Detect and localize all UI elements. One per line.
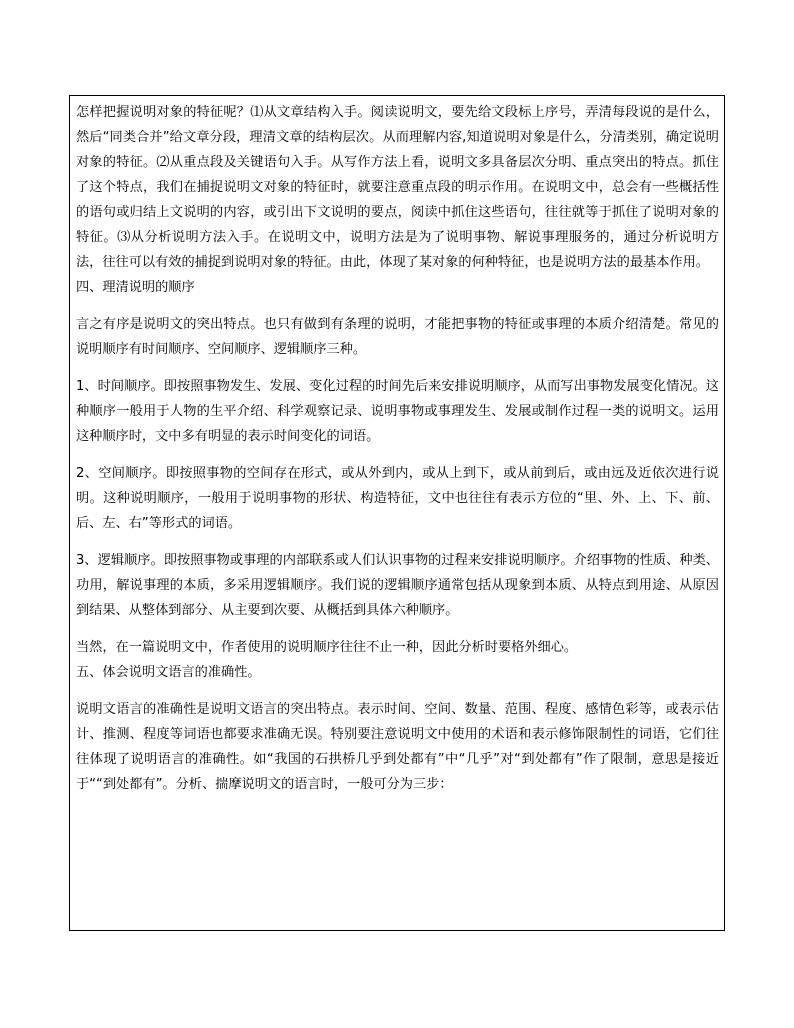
heading-section-four: 四、理清说明的顺序 (76, 280, 195, 295)
document-frame (69, 95, 725, 931)
paragraph-time-order: 1、时间顺序。即按照事物发生、发展、变化过程的时间先后来安排说明顺序，从而写出事物发展变化情况。这种顺序一般用于人物的生平介绍、科学观察记录、说明事物或事理发生、发展或制作过程一类的说明文。运用这种顺序时，文中多有明显的表示时间变化的词语。 (76, 379, 719, 444)
paragraph-order-note: 当然，在一篇说明文中，作者使用的说明顺序往往不止一种，因此分析时要格外细心。 (76, 640, 578, 655)
paragraph-space-order: 2、空间顺序。即按照事物的空间存在形式，或从外到内，或从上到下，或从前到后，或由远及近依次进行说明。这种说明顺序，一般用于说明事物的形状、构造特征，文中也往往有表示方位的“里、外、上、下、前、后、左、右”等形式的词语。 (76, 466, 719, 531)
heading-section-five: 五、体会说明文语言的准确性。 (76, 665, 261, 680)
paragraph-logic-order: 3、逻辑顺序。即按照事物或事理的内部联系或人们认识事物的过程来安排说明顺序。介绍事物的性质、种类、功用，解说事理的本质，多采用逻辑顺序。我们说的逻辑顺序通常包括从现象到本质、从特点到用途、从原因到结果、从整体到部分、从主要到次要、从概括到具体六种顺序。 (76, 553, 719, 618)
paragraph-object-features: 怎样把握说明对象的特征呢？⑴从文章结构入手。阅读说明文，要先给文段标上序号，弄清每段说的是什么，然后“同类合并”给文章分段，理清文章的结构层次。从而理解内容,知道说明对象是什么，分清类别，确定说明对象的特征。⑵从重点段及关键语句入手。从写作方法上看，说明文多具备层次分明、重点突出的特点。抓住了这个特点，我们在捕捉说明文对象的特征时，就要注意重点段的明示作用。在说明文中，总会有一些概括性的语句或归结上文说明的内容，或引出下文说明的要点，阅读中抓住这些语句，往往就等于抓住了说明对象的特征。⑶从分析说明方法入手。在说明文中，说明方法是为了说明事物、解说事理服务的，通过分析说明方法，往往可以有效的捕捉到说明对象的特征。由此，体现了某对象的何种特征，也是说明方法的最基本作用。 (76, 105, 719, 270)
paragraph-language-accuracy: 说明文语言的准确性是说明文语言的突出特点。表示时间、空间、数量、范围、程度、感情色彩等，或表示估计、推测、程度等词语也都要求准确无误。特别要注意说明文中使用的术语和表示修饰限制性的词语，它们往往体现了说明语言的准确性。如“我国的石拱桥几乎到处都有”中“几乎”对“到处都有”作了限制，意思是接近于““到处都有”。分析、揣摩说明文的语言时，一般可分为三步： (76, 702, 719, 792)
paragraph-order-intro: 言之有序是说明文的突出特点。也只有做到有条理的说明，才能把事物的特征或事理的本质介绍清楚。常见的说明顺序有时间顺序、空间顺序、逻辑顺序三种。 (76, 317, 719, 357)
